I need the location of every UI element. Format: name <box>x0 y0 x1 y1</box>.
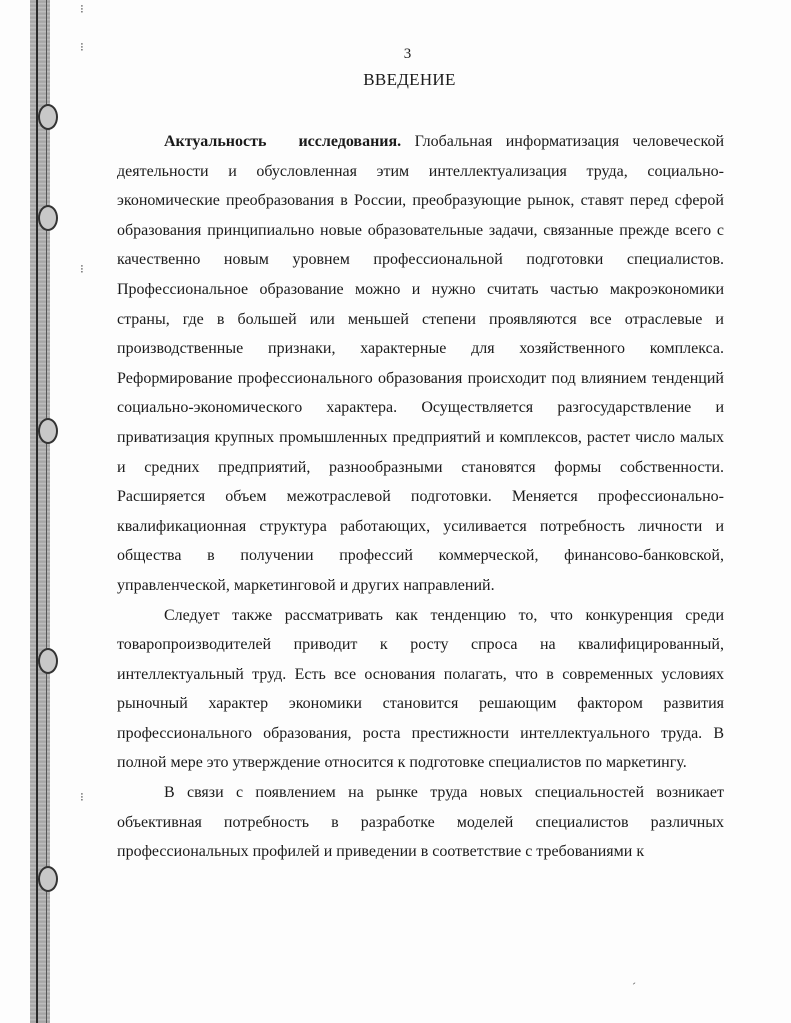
punch-hole <box>38 205 58 231</box>
scan-speck: ⁝ <box>80 40 84 54</box>
scan-speck: ˊ <box>632 980 636 994</box>
paragraph: В связи с появлением на рынке труда новых специальностей возникает объективная потребность в разработке моделей специалистов различных профессиональных профилей и приведении в соответствие с требованиями к <box>117 784 724 861</box>
scan-speck: ⁝ <box>80 2 84 16</box>
lead-word: Актуальность <box>164 133 267 150</box>
paragraph-lead <box>164 133 401 150</box>
paragraph-text: Глобальная информатизация человеческой деятельности и обусловленная этим интеллектуализация труда, социально-экономические преобразования в России, преобразующие рынок, ставят перед сферой образования принципиально новые образовательные задачи, связанные прежде всего с качественно новым уровнем профессиональной подготовки специалистов. Профессиональное образование можно и нужно считать частью макроэкономики страны, где в большей или меньшей степени проявляются все отраслевые и производственные признаки, характерные для хозяйственного комплекса. Реформирование профессионального образования происходит под влиянием тенденций социально-экономического характера. Осуществляется разгосударствление и приватизация крупных промышленных предприятий и комплексов, растет число малых и средних предприятий, разнообразными становятся формы собственности. Расширяется объем межотраслевой подготовки. Меняется профессионально-квалификационная структура работающих, усиливается потребность личности и общества в получении профессий коммерческой, финансово-банковской, управленческой, маркетинговой и других направлений. <box>117 133 725 594</box>
scan-speck: ⁝ <box>80 262 84 276</box>
lead-word: исследования. <box>298 133 402 150</box>
punch-hole <box>38 104 58 130</box>
paragraph <box>117 127 724 601</box>
punch-hole <box>38 648 58 674</box>
paragraph: Следует также рассматривать как тенденцию то, что конкуренция среди товаропроизводителей приводит к росту спроса на квалифицированный, интеллектуальный труд. Есть все основания полагать, что в современных условиях рыночный характер экономики становится решающим фактором развития профессионального образования, роста престижности интеллектуального труда. В полной мере это утверждение относится к подготовке специалистов по маркетингу. <box>117 606 724 772</box>
body-text <box>117 127 724 867</box>
punch-hole <box>38 418 58 444</box>
punch-hole <box>38 866 58 892</box>
scan-speck: ⁝ <box>80 790 84 804</box>
binding-line <box>36 0 38 1023</box>
page-number: 3 <box>403 46 412 62</box>
section-heading: ВВЕДЕНИЕ <box>363 70 456 89</box>
